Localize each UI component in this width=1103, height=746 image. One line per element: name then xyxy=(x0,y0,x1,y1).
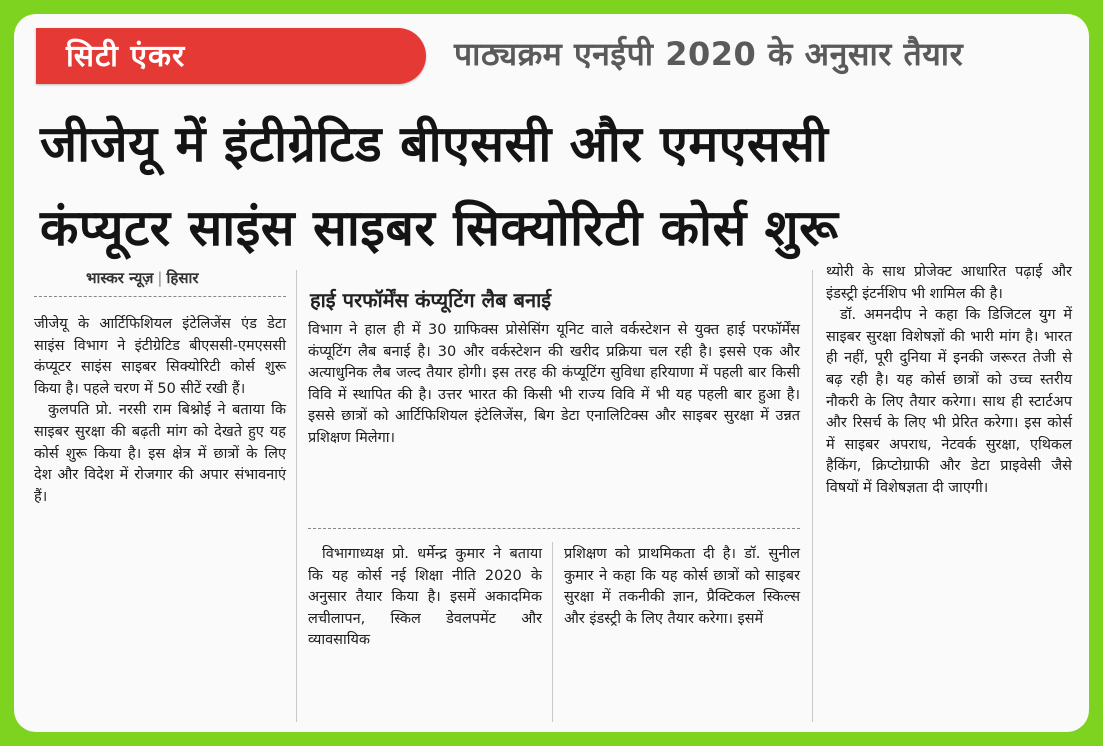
column-4 xyxy=(826,262,1072,500)
column-divider-1 xyxy=(296,270,297,722)
column-3 xyxy=(564,544,800,630)
column-divider-2 xyxy=(552,542,553,722)
column-1-paragraph-1: जीजेयू के आर्टिफिशियल इंटेलिजेंस एंड डेटा साइंस विभाग ने इंटीग्रेटिड बीएससी-एमएससी कंप्यूटर साइंस साइबर सिक्योरिटी कोर्स शुरू किया है। पहले चरण में 50 सीटें रखी हैं। xyxy=(34,316,286,397)
newspaper-clipping xyxy=(14,14,1089,732)
headline-line-1: जीजेयू में इंटीग्रेटिड बीएससी और एमएससी xyxy=(40,115,829,173)
column-2 xyxy=(308,544,542,652)
column-4-paragraph-2: डॉ. अमनदीप ने कहा कि डिजिटल युग में साइबर सुरक्षा विशेषज्ञों की भारी मांग है। भारत ही नहीं, पूरी दुनिया में इनकी जरूरत तेजी से बढ़ रही है। यह कोर्स छात्रों को उच्च स्तरीय नौकरी के लिए तैयार करेगा। साथ ही स्टार्टअप और रिसर्च के लिए भी प्रेरित करेगा। इस कोर्स में साइबर अपराध, नेटवर्क सुरक्षा, एथिकल हैकिंग, क्रिप्टोग्राफी और डेटा प्राइवेसी जैसे विषयों में विशेषज्ञता दी जाएगी। xyxy=(826,307,1072,496)
box-paragraph: विभाग ने हाल ही में 30 ग्राफिक्स प्रोसेसिंग यूनिट वाले वर्कस्टेशन से युक्त हाई परफॉर्मेंस कंप्यूटिंग लैब बनाई है। 30 और वर्कस्टेशन की खरीद प्रक्रिया चल रही है। इससे एक और अत्याधुनिक लैब जल्द तैयार होगी। इस तरह की कंप्यूटिंग सुविधा हरियाणा में पहली बार किसी विवि में स्थापित की है। उत्तर भारत की किसी भी राज्य विवि में भी यह पहली बार हुआ है। इससे छात्रों को आर्टिफिशियल इंटेलिजेंस, बिग डेटा एनालिटिक्स और साइबर सुरक्षा में उन्नत प्रशिक्षण मिलेगा। xyxy=(308,322,800,446)
column-divider-3 xyxy=(812,270,813,722)
box-title: हाई परफॉर्मेंस कंप्यूटिंग लैब बनाई xyxy=(310,288,552,312)
headline xyxy=(40,102,1080,270)
byline-source: भास्कर न्यूज़ xyxy=(86,269,154,287)
column-4-paragraph-1: थ्योरी के साथ प्रोजेक्ट आधारित पढ़ाई और इंडस्ट्री इंटर्नशिप भी शामिल की है। xyxy=(826,264,1072,302)
byline-separator: | xyxy=(157,269,163,287)
section-tag xyxy=(36,28,426,84)
byline-divider xyxy=(34,296,286,297)
box-text xyxy=(308,320,800,450)
box-divider xyxy=(308,528,800,529)
column-3-paragraph: प्रशिक्षण को प्राथमिकता दी है। डॉ. सुनील कुमार ने कहा कि यह कोर्स छात्रों को साइबर सुरक्षा में तकनीकी ज्ञान, प्रैक्टिकल स्किल्स और इंडस्ट्री के लिए तैयार करेगा। इसमें xyxy=(564,546,800,627)
byline xyxy=(86,268,198,288)
byline-place: हिसार xyxy=(166,269,199,287)
column-1 xyxy=(34,314,286,508)
subheading: पाठ्यक्रम एनईपी 2020 के अनुसार तैयार xyxy=(454,35,964,73)
column-2-paragraph: विभागाध्यक्ष प्रो. धर्मेन्द्र कुमार ने बताया कि यह कोर्स नई शिक्षा नीति 2020 के अनुसार तैयार किया है। इसमें अकादमिक लचीलापन, स्किल डेवलपमेंट और व्यावसायिक xyxy=(308,546,542,649)
column-1-paragraph-2: कुलपति प्रो. नरसी राम बिश्नोई ने बताया कि साइबर सुरक्षा की बढ़ती मांग को देखते हुए यह कोर्स शुरू किया है। इस क्षेत्र में छात्रों के लिए देश और विदेश में रोजगार की अपार संभावनाएं हैं। xyxy=(34,402,286,505)
section-tag-label: सिटी एंकर xyxy=(66,39,186,74)
headline-line-2: कंप्यूटर साइंस साइबर सिक्योरिटी कोर्स शुरू xyxy=(40,199,839,257)
